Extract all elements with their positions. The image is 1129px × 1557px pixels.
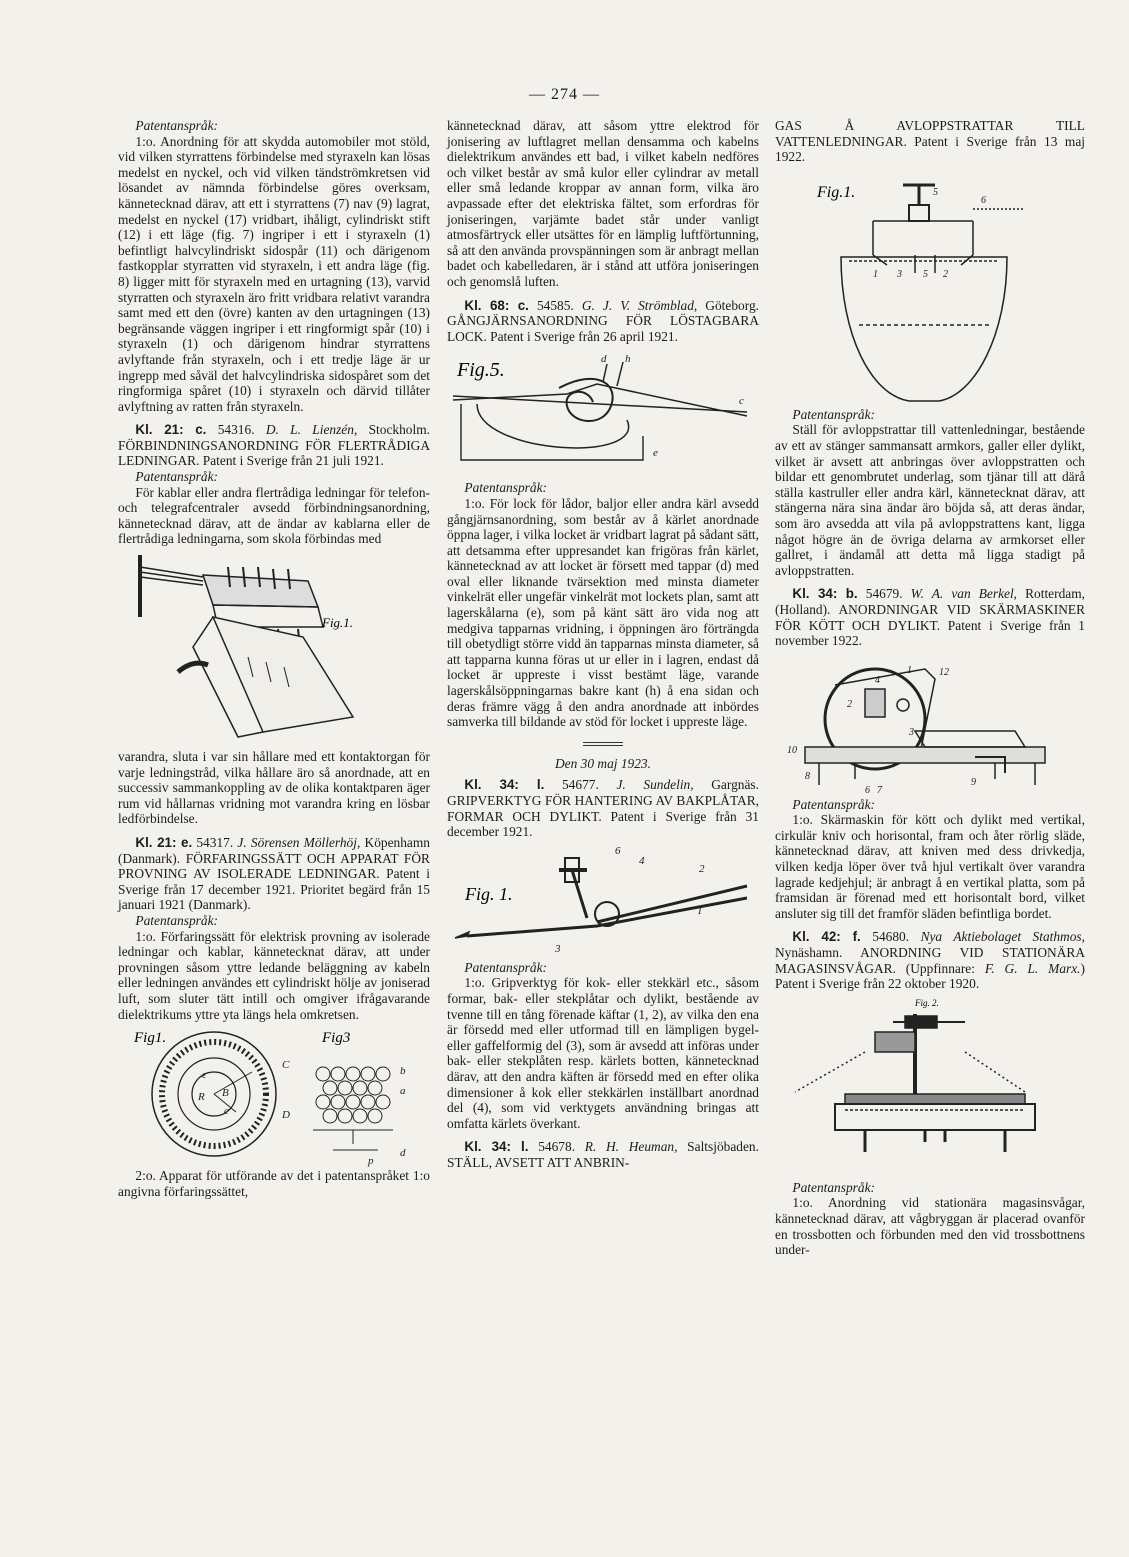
claim-text: 2:o. Apparat för utförande av det i patentanspråket 1:o angivna förfaringssättet, [118, 1168, 430, 1199]
patent-class: Kl. 34: b. [792, 586, 858, 602]
fig-label: Fig1. [134, 1030, 167, 1047]
svg-text:p: p [368, 1155, 374, 1168]
claim-text: kännetecknad därav, att såsom yttre elektrod för jonisering av luftlagret mellan densamma och kabelns dielektrikum användes ett bad, i vilket kabeln nedföres och vilket består av små kulor eller cylindrar av metall eller små ledande kroppar av annan form, vilka äro avpassade efter det elektriska fältet, som erfordras för joniseringen, varjämte badet står under vanligt atmosfärtryck eller utsättes för en lämplig luftförtunning, så att den använda provspänningen som är anbragt mellan badet och kabelledaren, är i stånd att utföra joniseringen och genomslå luften. [447, 118, 759, 289]
svg-text:9: 9 [971, 776, 976, 788]
claim-text: Ställ för avloppstrattar till vattenledningar, bestående av ett av stänger sammansatt armkors, galler eller dylikt, vilket är avsett att anbringas över avloppstratten och bildar ett genombrutet underlag, som tjänar till att därå ställa kastruller eller andra kärl, kännetecknat därav, att stängerna nära sina ändar äro böjda så, att deras ändar, som äro avsedda att vila på avloppstrattens kant, ligga något högre än de övriga delarna av armkorset eller gallret, i ändamål att detta må ligga stadigt på avloppstratten. [775, 422, 1085, 578]
svg-text:5: 5 [923, 268, 928, 280]
svg-text:12: 12 [939, 666, 949, 678]
claim-text: För kablar eller andra flertrådiga ledningar för telefon- och telegrafcentraler avsedd förbindningsanordning, kännetecknad därav, att de ändar av kablarna eller de flertrådiga ledningarna, som skola förbindas med [118, 484, 430, 547]
patent-entry [447, 298, 759, 345]
patent-entry [447, 1139, 759, 1170]
drain-funnel-figure [775, 165, 1085, 407]
svg-text:5: 5 [933, 186, 938, 198]
patentee-name: Nya Aktiebolaget Stathmos, [920, 929, 1085, 945]
patentee-name: W. A. van Berkel, [910, 586, 1018, 602]
patent-title-continued: GAS Å AVLOPPSTRATTAR TILL VATTENLEDNINGAR. Patent i Sverige från 13 maj 1922. [775, 118, 1085, 165]
patent-entry [118, 835, 430, 913]
svg-text:1: 1 [907, 664, 912, 676]
fig-label: Fig.1. [322, 615, 354, 631]
patent-number: 54678. [528, 1139, 585, 1155]
claim-text: varandra, sluta i var sin hållare med ett kontaktorgan för varje ledningstråd, vilka hållare äro så anordnade, att en successiv sammankoppling av de olika kontaktparen äger rum vid hållarnas vridning mot varandra kring en lösbar ledförbindelse. [118, 749, 430, 827]
patent-title: Stockholm. FÖRBINDNINGSANORDNING FÖR FLERTRÅDIGA LEDNINGAR. Patent i Sverige från 21 juli 1921. [118, 422, 430, 469]
weighing-scale-figure [775, 992, 1085, 1180]
column-1 [118, 118, 430, 1199]
patent-class: Kl. 21: e. [135, 835, 193, 850]
patent-entry [118, 422, 430, 469]
patent-number: 54677. [544, 777, 617, 793]
svg-text:c: c [739, 395, 744, 408]
svg-text:a: a [400, 1085, 406, 1098]
slicing-machine-figure [775, 649, 1085, 797]
patentee-name: J. Sörensen Möllerhöj, [237, 835, 361, 850]
svg-text:1: 1 [697, 904, 703, 917]
claim-heading: Patentanspråk: [792, 406, 875, 422]
claim-heading: Patentanspråk: [464, 480, 547, 496]
patentee-name: R. H. Heuman, [584, 1139, 678, 1155]
claim-text: 1:o. Förfaringssätt för elektrisk provning av isolerade ledningar och kablar, kännetecknat därav, att under provningen såsom yttre ledande beläggning av kabeln eller ledningen användes ett cylindriskt hölje av joniserad luft, som sluter tätt intill och omgiver ifrågavarande dielektrikums yttre yta längs hela omkretsen. [118, 928, 430, 1022]
svg-text:b: b [400, 1065, 406, 1078]
fig-label: Fig. 2. [915, 997, 939, 1008]
patent-title: Göteborg. GÅNGJÄRNSANORDNING FÖR LÖSTAGBARA LOCK. Patent i Sverige från 26 april 1921. [447, 297, 759, 344]
patent-title: Nynäshamn. ANORDNING VID STATIONÄRA MAGASINSVÅGAR. (Uppfinnare: [775, 945, 1085, 976]
patent-title: Saltsjöbaden. STÄLL, AVSETT ATT ANBRIN- [447, 1139, 759, 1170]
svg-text:6: 6 [865, 784, 870, 796]
patent-entry [447, 777, 759, 839]
claim-heading: Patentanspråk: [792, 796, 875, 812]
gripping-tool-figure [447, 840, 759, 960]
patent-entry [775, 929, 1085, 991]
svg-text:c: c [224, 1105, 229, 1118]
patent-class: Kl. 34: l. [464, 1139, 529, 1155]
cable-test-figure [118, 1022, 430, 1168]
svg-text:R: R [198, 1091, 205, 1104]
fig-label: Fig.5. [457, 359, 505, 382]
claim-text: 1:o. Anordning för att skydda automobiler mot stöld, vid vilken styrrattens förbindelse med styraxeln kan lösas medelst en nyckel, och vid vilken tändströmkretsen vid lösandet av nämnda förbindelse göres overksam, kännetecknad därav, att ett i styrrattens (7) nav (9) lagrat, medelst en nyckel (17) vridbart, ihåligt, cylindriskt stift (12) i ett läge (fig. 7) ingriper i ett i styraxeln (1) befintligt halvcylindriskt sidospår (11) och därigenom fastkopplar styrratten vid styraxeln, i ett andra läge (fig. 8) ligger mitt för styraxeln med en urtagning (13), varvid styrratten och styraxeln äro fritt vridbara relativt varandra samt med ett den (övre) kanten av den urtagningen (13) begränsande väggen ingriper i ett ringformigt spår (10) i styraxeln (1) och därigenom hindrar styrrattens avlyftande från styraxeln, och i ett tredje läge är ur ingrepp med såväl det halvcylindriska sidospåret som det ringformiga spåret (10) i styraxeln och därvid tillåter avlyftning av ratten från styraxeln. [118, 133, 430, 414]
patent-class: Kl. 34: l. [464, 777, 545, 793]
svg-text:8: 8 [805, 770, 810, 782]
claim-heading: Patentanspråk: [792, 1179, 875, 1195]
patent-number: 54316. [206, 422, 266, 438]
patent-number: 54317. [192, 835, 238, 850]
patent-number: 54680. [860, 929, 921, 945]
patent-entry [775, 586, 1085, 648]
claim-heading: Patentanspråk: [135, 118, 218, 133]
svg-text:4: 4 [875, 674, 880, 686]
svg-text:6: 6 [615, 844, 621, 857]
svg-text:d: d [601, 353, 607, 366]
fig-label: Fig. 1. [465, 883, 513, 904]
column-2 [447, 118, 759, 1171]
patent-date: ) Patent i Sverige från 22 oktober 1920. [775, 960, 1085, 992]
svg-text:2: 2 [847, 698, 852, 710]
patent-class: Kl. 42: f. [792, 929, 861, 945]
patent-number: 54585. [528, 297, 582, 313]
hinge-figure [447, 344, 759, 480]
fig-label: Fig3 [322, 1030, 351, 1047]
claim-text: 1:o. Gripverktyg för kok- eller stekkärl etc., såsom formar, bak- eller stekplåtar och dylikt, bestående av tvenne till en tång förenade käftar (1, 2), av vilka den ena är försedd med eller utformad till en lämpligen bygel- eller gaffelformig del (3), som är avsedd att införas under bak- eller stekplåten resp. kärlets botten, kännetecknad därav, att den andra käften är försedd med en efter olika dimensioner å kok eller stekkärlen inställbart anordnad del (4), som vid verktygets användning bringas att omfatta kärlets överkant. [447, 975, 759, 1131]
claim-heading: Patentanspråk: [135, 912, 218, 928]
claim-text: 1:o. Anordning vid stationära magasinsvågar, kännetecknad därav, att vågbryggan är placerad ovanför en trossbotten och förbunden med den vid trossbottnens under- [775, 1195, 1085, 1258]
claim-heading: Patentanspråk: [135, 469, 218, 485]
svg-text:7: 7 [877, 784, 882, 796]
inventor-name: F. G. L. Marx. [984, 960, 1081, 976]
fig-label: Fig.1. [817, 183, 856, 201]
patent-title: Gargnäs. GRIPVERKTYG FÖR HANTERING AV BAKPLÅTAR, FORMAR OCH DYLIKT. Patent i Sverige från 31 december 1921. [447, 777, 759, 840]
svg-text:3: 3 [555, 942, 561, 955]
patent-class: Kl. 68: c. [464, 297, 529, 313]
patentee-name: J. Sundelin, [616, 777, 694, 793]
svg-text:d: d [400, 1147, 406, 1160]
patent-class: Kl. 21: c. [135, 422, 207, 438]
svg-text:10: 10 [787, 744, 797, 756]
svg-text:ε: ε [202, 1069, 207, 1082]
svg-text:3: 3 [897, 268, 902, 280]
patent-title: Rotterdam, (Holland). ANORDNINGAR VID SKÄRMASKINER FÖR KÖTT OCH DYLIKT. Patent i Sverige från 1 november 1922. [775, 586, 1085, 649]
svg-text:6: 6 [981, 194, 986, 206]
svg-text:D: D [282, 1109, 290, 1122]
svg-text:4: 4 [639, 854, 645, 867]
page-number: — 274 — [529, 86, 600, 103]
claim-heading: Patentanspråk: [464, 959, 547, 975]
patent-title: Köpenhamn (Danmark). FÖRFARINGSSÄTT OCH APPARAT FÖR PROVNING AV ISOLERADE LEDNINGAR. Patent i Sverige från 17 december 1921. Prioritet begärd från 15 januari 1921 (Danmark). [118, 835, 430, 913]
date-heading: Den 30 maj 1923. [555, 755, 651, 771]
svg-text:2: 2 [943, 268, 948, 280]
patent-number: 54679. [857, 586, 911, 602]
svg-text:h: h [625, 353, 631, 366]
svg-text:2: 2 [699, 862, 705, 875]
claim-text: 1:o. För lock för lådor, baljor eller andra kärl avsedd gångjärnsanordning, som består av å kärlet anordnade öppna lager, i vilka locket är vridbart lagrat på sådant sätt, att detsamma efter uppresandet kan frigöras från kärlet, kännetecknad av att locket är försett med tappar (d) med oval eller liknande tvärsektion med minsta diameter vinkelrät eller ungefär vinkelrät mot lockets plan, samt att lagerskålarna (e), som på känt sätt äro vida nog att medgiva tapparnas vridning, i öppningen äro förträngda till obetydligt större vidd än tapparnas minsta diameter, så att tapparna kunna föras ut ur eller in i lagren, endast då locket är uppreste i visst bestämt läge, varande lagerskålsöppningarnas bakre kant (h) å ena sidan och deras främre vägg å den andra anordnade att inbördes samverka till bildande av stöd för locket i uppreste läge. [447, 495, 759, 730]
svg-text:B: B [222, 1087, 229, 1100]
svg-text:3: 3 [909, 726, 914, 738]
svg-text:e: e [653, 447, 658, 460]
connector-figure [118, 547, 430, 749]
patentee-name: G. J. V. Strömblad, [581, 297, 698, 313]
claim-text: 1:o. Skärmaskin för kött och dylikt med vertikal, cirkulär kniv och horisontal, fram och åter rörlig släde, kännetecknad därav, att kniven med dess drivkedja, vilken kedja löper över två hjul vertikalt över varandra lagrade kedjehjul; är anbragt å en vertikal platta, som på framsidan är förenad med ett horisontalt bord, vilket ansluter sig till det framför släden befintliga bordet. [775, 812, 1085, 921]
column-3 [775, 118, 1085, 1258]
divider [583, 742, 623, 746]
patentee-name: D. L. Lienzén, [265, 422, 358, 438]
svg-text:C: C [282, 1059, 290, 1072]
svg-text:1: 1 [873, 268, 878, 280]
